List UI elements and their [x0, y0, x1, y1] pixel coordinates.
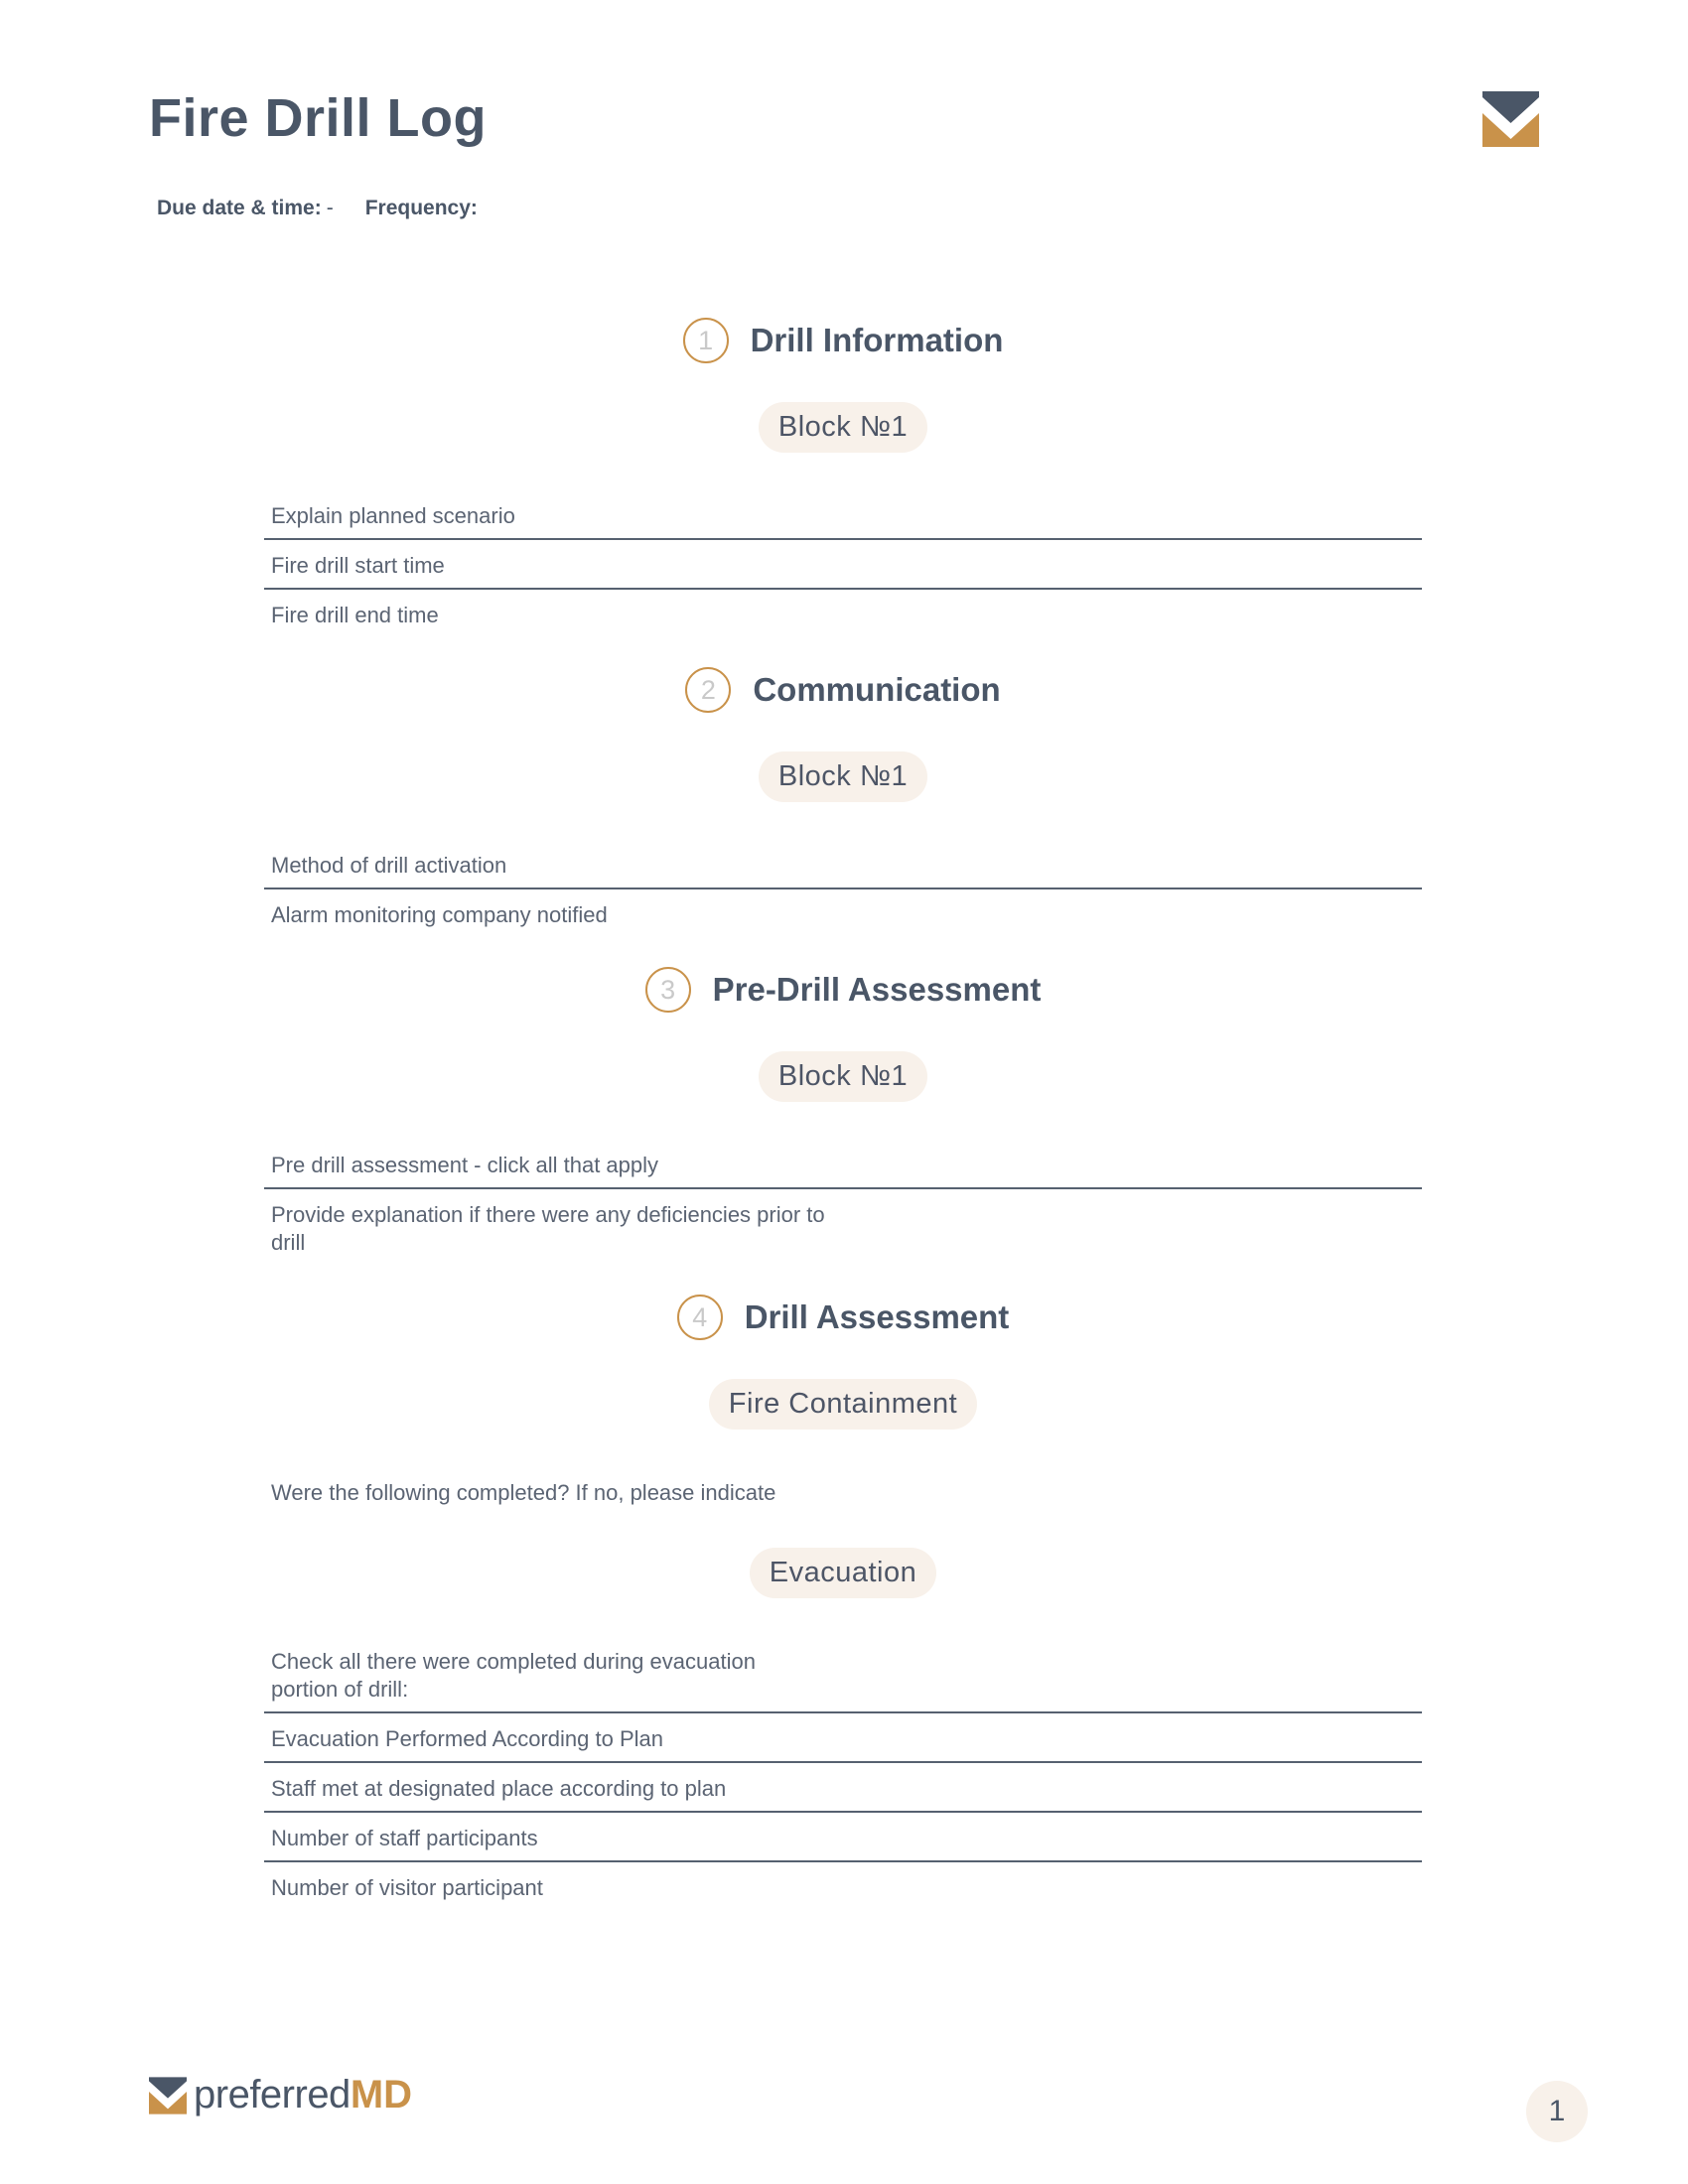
check-mark-logo-icon — [1482, 91, 1539, 147]
block-label: Block №1 — [759, 1051, 927, 1102]
page-title: Fire Drill Log — [149, 88, 488, 148]
meta-row — [157, 197, 483, 220]
section-drill-assessment — [264, 1275, 1422, 1360]
field-list — [264, 1467, 1422, 1515]
due-date-value: - — [326, 197, 334, 219]
field-deficiencies-explanation[interactable]: Provide explanation if there were any deficiencies prior to drill — [271, 1202, 825, 1255]
field-staff-count[interactable]: Number of staff participants — [264, 1813, 1422, 1862]
field-planned-scenario[interactable]: Explain planned scenario — [264, 490, 1422, 540]
due-date-label: Due date & time: — [157, 197, 322, 219]
section-title: Drill Assessment — [744, 1298, 1010, 1335]
field-list — [264, 490, 1422, 637]
section-title: Drill Information — [750, 322, 1004, 358]
field-list — [264, 840, 1422, 937]
field-fire-containment[interactable]: Were the following completed? If no, please indicate — [271, 1480, 776, 1505]
section-title: Pre-Drill Assessment — [712, 971, 1042, 1008]
field-staff-met[interactable]: Staff met at designated place according to plan — [264, 1763, 1422, 1813]
form-content — [264, 298, 1422, 1920]
field-activation-method[interactable]: Method of drill activation — [264, 840, 1422, 889]
field-evacuation-checklist[interactable]: Check all there were completed during evacuation portion of drill: — [264, 1636, 1422, 1713]
field-evacuation-plan[interactable]: Evacuation Performed According to Plan — [264, 1713, 1422, 1763]
field-list — [264, 1636, 1422, 1910]
frequency — [365, 197, 483, 220]
section-number: 2 — [685, 667, 731, 713]
field-list — [264, 1140, 1422, 1265]
block-label: Block №1 — [759, 402, 927, 453]
section-number: 4 — [677, 1295, 723, 1340]
footer-brand-logo — [149, 2073, 412, 2117]
section-number: 1 — [683, 318, 729, 363]
field-start-time[interactable]: Fire drill start time — [264, 540, 1422, 590]
page-number: 1 — [1526, 2081, 1588, 2142]
section-number: 3 — [645, 967, 691, 1013]
due-date — [157, 197, 334, 220]
field-pre-drill-checklist[interactable]: Pre drill assessment - click all that apply — [264, 1140, 1422, 1189]
section-drill-information — [264, 298, 1422, 383]
section-pre-drill-assessment — [264, 947, 1422, 1032]
block-label: Block №1 — [759, 751, 927, 802]
block-label-fire-containment: Fire Containment — [709, 1379, 977, 1430]
section-title: Communication — [753, 671, 1001, 708]
brand-prefix: preferred — [194, 2073, 351, 2116]
field-alarm-notified[interactable]: Alarm monitoring company notified — [271, 902, 608, 927]
check-mark-logo-icon — [149, 2076, 187, 2116]
field-end-time[interactable]: Fire drill end time — [271, 603, 439, 627]
field-visitor-count[interactable]: Number of visitor participant — [271, 1875, 543, 1900]
brand-suffix: MD — [350, 2073, 413, 2116]
section-communication — [264, 647, 1422, 733]
frequency-label: Frequency: — [364, 197, 478, 219]
block-label-evacuation: Evacuation — [750, 1548, 937, 1598]
